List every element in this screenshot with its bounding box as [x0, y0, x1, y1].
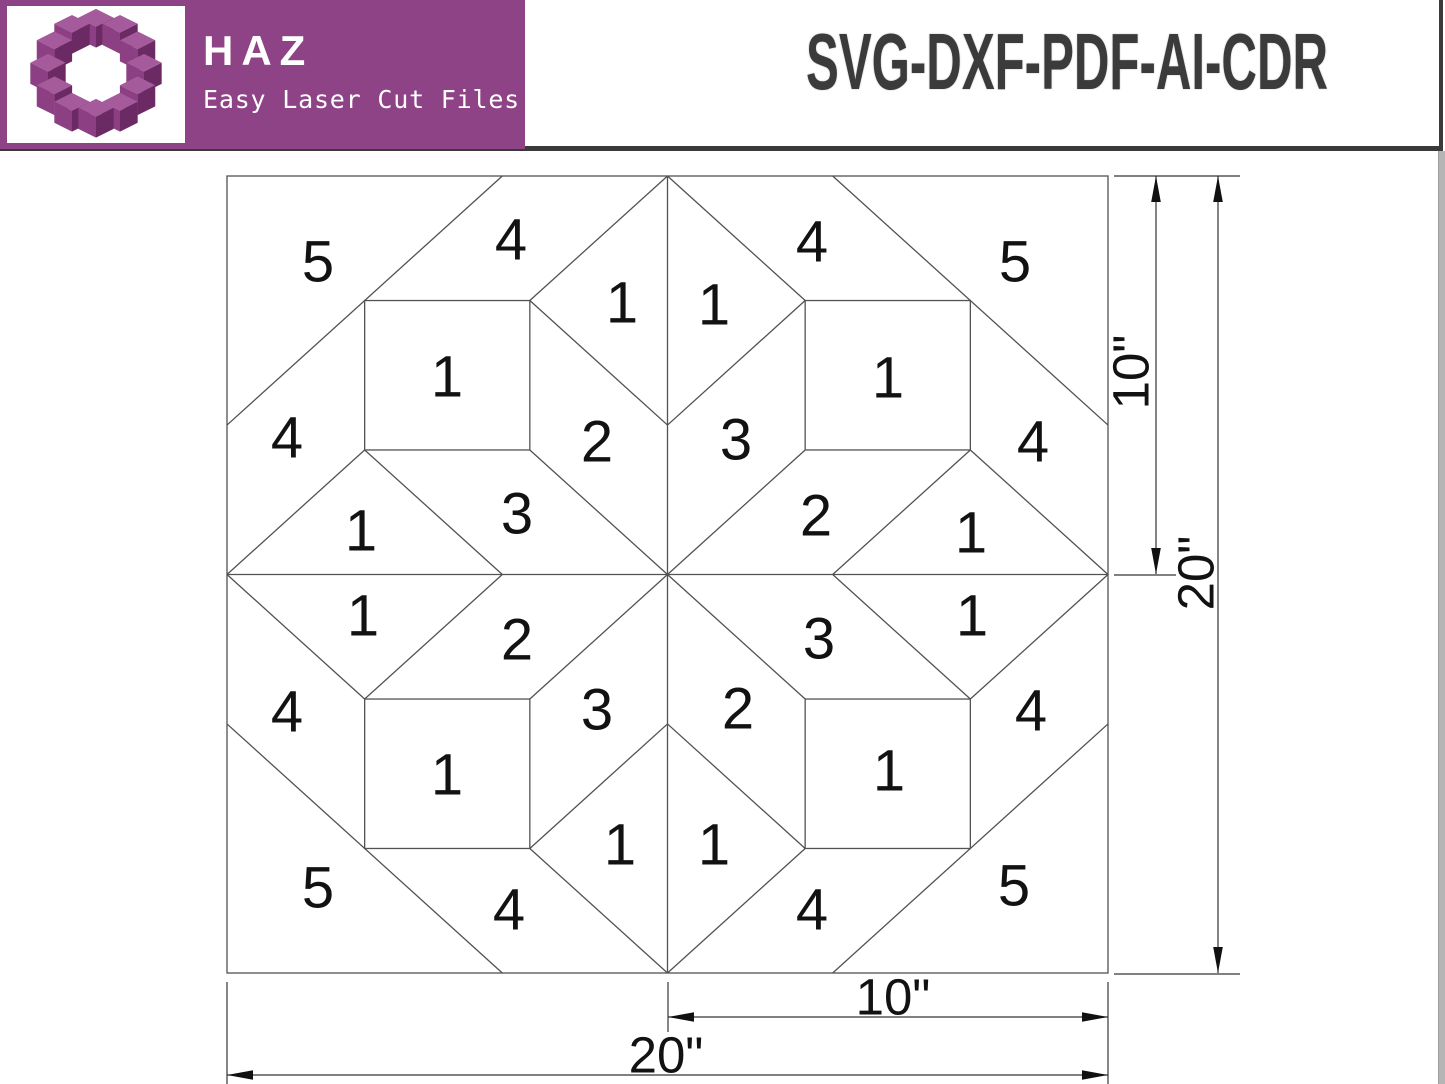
piece-number: 4	[492, 877, 526, 943]
arrowhead-icon	[1151, 548, 1161, 574]
haz-cube-logo-icon	[7, 6, 185, 143]
piece-number: 1	[344, 498, 378, 564]
piece-number: 1	[346, 583, 380, 649]
piece-number: 1	[871, 345, 905, 411]
piece-number: 4	[270, 679, 304, 745]
arrowhead-icon	[1082, 1070, 1108, 1080]
dimension-labels	[629, 335, 1225, 1084]
piece-seam-line	[833, 450, 971, 575]
piece-number: 1	[603, 812, 637, 878]
header-right-edge	[1439, 0, 1443, 151]
piece-seam-line	[365, 575, 503, 700]
piece-seam-line	[530, 724, 668, 849]
brand-tagline: Easy Laser Cut Files	[203, 85, 521, 114]
piece-number: 4	[795, 877, 829, 943]
piece-seam-line	[530, 848, 668, 973]
arrowhead-icon	[227, 1070, 253, 1080]
piece-number: 2	[580, 409, 614, 475]
piece-seam-line	[530, 301, 668, 426]
piece-seam-line	[530, 176, 668, 301]
brand-title: HAZ	[203, 27, 314, 74]
piece-seam-line	[668, 301, 806, 426]
piece-seam-line	[668, 724, 806, 849]
pattern-lines	[227, 176, 1108, 973]
arrowhead-icon	[1151, 176, 1161, 202]
piece-seam-line	[668, 848, 806, 973]
arrowhead-icon	[1213, 947, 1223, 973]
piece-number: 1	[872, 738, 906, 804]
piece-seam-line	[365, 450, 503, 575]
piece-number: 1	[955, 583, 989, 649]
piece-number: 1	[954, 500, 988, 566]
piece-number: 1	[430, 344, 464, 410]
piece-number: 4	[795, 209, 829, 275]
piece-number: 2	[721, 676, 755, 742]
piece-number: 1	[697, 812, 731, 878]
piece-number: 4	[494, 207, 528, 273]
piece-number: 1	[697, 272, 731, 338]
piece-number: 1	[605, 270, 639, 336]
logo-box	[7, 6, 185, 143]
piece-number: 3	[500, 481, 534, 547]
piece-number: 5	[997, 853, 1031, 919]
arrowhead-icon	[1082, 1012, 1108, 1022]
file-formats-title: SVG-DXF-PDF-AI-CDR	[806, 17, 1329, 106]
dim-label-right-20-inch: 20"	[1167, 535, 1225, 611]
arrowhead-icon	[668, 1012, 694, 1022]
piece-number: 5	[301, 229, 335, 295]
piece-number: 5	[998, 229, 1032, 295]
piece-number: 1	[430, 742, 464, 808]
piece-number: 2	[799, 483, 833, 549]
arrowhead-icon	[1213, 176, 1223, 202]
piece-number: 4	[270, 405, 304, 471]
piece-number: 3	[802, 606, 836, 672]
piece-number: 4	[1016, 409, 1050, 475]
piece-number: 3	[719, 407, 753, 473]
piece-seam-line	[668, 176, 806, 301]
piece-number: 3	[580, 677, 614, 743]
header-banner	[0, 0, 525, 149]
dim-label-bottom-20-inch: 20"	[628, 1026, 704, 1084]
dim-label-bottom-10-inch: 10"	[855, 968, 931, 1026]
piece-number: 2	[500, 607, 534, 673]
piece-seam-line	[833, 575, 971, 700]
piece-number: 5	[301, 855, 335, 921]
piece-number: 4	[1014, 678, 1048, 744]
dim-label-right-10-inch: 10"	[1102, 334, 1160, 410]
